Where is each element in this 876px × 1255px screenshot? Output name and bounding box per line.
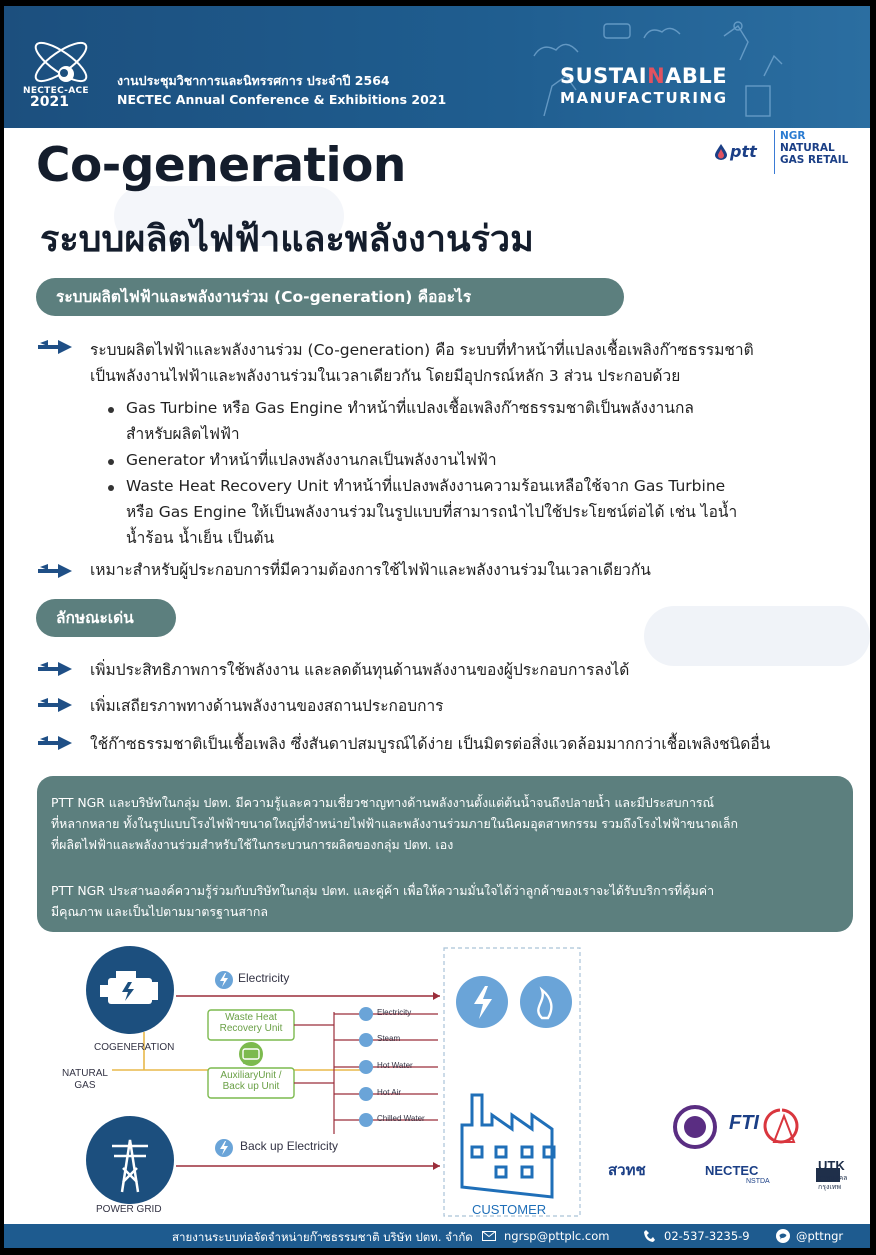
nstda-logo-text: สวทช <box>608 1162 646 1179</box>
utk-logo-text: UTK <box>818 1158 845 1173</box>
sub-bullet-line: น้ำร้อน น้ำเย็น เป็นต้น <box>126 529 275 547</box>
list-dot <box>108 485 114 491</box>
arrow-bullet-icon <box>38 736 72 750</box>
waste-heat-line: Waste Heat <box>225 1012 277 1023</box>
theme-subtitle: MANUFACTURING <box>560 89 728 107</box>
ptt-flame-icon <box>715 144 727 160</box>
sub-bullet-line: สำหรับผลิตไฟฟ้า <box>126 425 240 443</box>
conference-title-en: NECTEC Annual Conference & Exhibitions 2021 <box>117 92 447 107</box>
theme-title-a: SUSTAI <box>560 64 648 88</box>
heat-circle-icon <box>520 976 572 1028</box>
output-hot-air-label: Hot Air <box>377 1088 402 1097</box>
info-line: มีคุณภาพ และเป็นไปตามมาตรฐานสากล <box>51 904 268 919</box>
footer-bar <box>4 1224 870 1248</box>
info-line: PTT NGR และบริษัทในกลุ่ม ปตท. มีความรู้และความเชี่ยวชาญทางด้านพลังงานตั้งแต่ต้นน้ำจนถึงปลายน้ำ และมีประสบการณ์ <box>51 795 715 810</box>
footer-line-id[interactable]: @pttngr <box>796 1229 844 1243</box>
footer-email[interactable]: ngrsp@pttplc.com <box>504 1229 610 1243</box>
section-heading-highlights: ลักษณะเด่น <box>36 599 176 637</box>
conference-title-th: งานประชุมวิชาการและนิทรรศการ ประจำปี 2564 <box>117 73 390 88</box>
sub-bullet-text <box>126 473 737 551</box>
arrow-bullet-icon <box>38 662 72 676</box>
customer-label: CUSTOMER <box>472 1202 547 1217</box>
theme-title-b: ABLE <box>665 64 728 88</box>
output-chilled-water-label: Chilled Water <box>377 1114 425 1123</box>
waste-heat-line: Recovery Unit <box>219 1023 283 1034</box>
logo-divider <box>774 130 775 174</box>
nectec-atom-logo-icon <box>26 32 96 92</box>
sub-bullet-line: Waste Heat Recovery Unit ทำหน้าที่แปลงพลังงานความร้อนเหลือใช้จาก Gas Turbine <box>126 477 726 495</box>
ngr-line-1: NGR <box>780 130 806 142</box>
info-line: ที่หลากหลาย ทั้งในรูปแบบโรงไฟฟ้าขนาดใหญ่ที่จำหน่ายไฟฟ้าและพลังงานร่วมภายในนิคมอุตสาหกรรม รวมถึงโรงไฟฟ้าขนาดเล็ก <box>51 816 739 831</box>
footer-org: สายงานระบบท่อจัดจำหน่ายก๊าซธรรมชาติ บริษัท ปตท. จำกัด <box>172 1230 473 1244</box>
auxiliary-label <box>208 1070 294 1092</box>
info-line: ที่ผลิตไฟฟ้าและพลังงานร่วมสำหรับใช้ในกระบวนการผลิตของกลุ่ม ปตท. เอง <box>51 837 454 852</box>
power-grid-circle <box>86 1116 174 1204</box>
bullet-text: ใช้ก๊าซธรรมชาติเป็นเชื้อเพลิง ซึ่งสันดาปสมบูรณ์ได้ง่าย เป็นมิตรต่อสิ่งแวดล้อมมากกว่าเชื้อเพลิงชนิดอื่น <box>90 735 771 753</box>
electricity-label: Electricity <box>238 971 290 985</box>
list-dot <box>108 459 114 465</box>
theme-title-highlight: N <box>647 64 666 88</box>
output-electricity-label: Electricity <box>377 1008 412 1017</box>
ptt-logo-text: ptt <box>730 142 757 161</box>
fti-logo-text: FTI <box>729 1112 759 1134</box>
sub-bullet-text <box>126 447 497 473</box>
output-hot-water-label: Hot Water <box>377 1061 413 1070</box>
section-heading-what-is: ระบบผลิตไฟฟ้าและพลังงานร่วม (Co-generation) คืออะไร <box>36 278 624 316</box>
waste-heat-label <box>208 1012 294 1034</box>
nectec-logo-text: NECTEC <box>705 1163 759 1178</box>
natural-gas-line: NATURAL <box>62 1068 108 1079</box>
bullet-line: เป็นพลังงานไฟฟ้าและพลังงานร่วมในเวลาเดียวกัน โดยมีอุปกรณ์หลัก 3 ส่วน ประกอบด้วย <box>90 367 681 385</box>
utk-line: ราชมงคล <box>818 1175 848 1182</box>
utk-subtitle <box>818 1174 847 1192</box>
cloud-decoration <box>644 606 870 666</box>
info-paragraph-1 <box>51 792 738 855</box>
email-icon <box>482 1231 496 1241</box>
header-band <box>4 6 870 128</box>
cogeneration-label: COGENERATION <box>94 1042 175 1053</box>
nstda-small-text: NSTDA <box>746 1178 770 1185</box>
arrow-bullet-icon <box>38 698 72 712</box>
line-app-icon <box>776 1229 790 1243</box>
page-subtitle: ระบบผลิตไฟฟ้าและพลังงานร่วม <box>40 219 534 260</box>
auxiliary-line: AuxiliaryUnit / <box>220 1070 282 1081</box>
cogeneration-diagram <box>4 942 870 1222</box>
natural-gas-label <box>62 1068 108 1092</box>
page-title: Co-generation <box>36 138 406 193</box>
footer-phone[interactable]: 02-537-3235-9 <box>664 1229 750 1243</box>
ngr-line-3: GAS RETAIL <box>780 154 849 166</box>
arrow-bullet-icon <box>38 564 72 578</box>
backup-electricity-label: Back up Electricity <box>240 1139 339 1153</box>
bullet-text: เหมาะสำหรับผู้ประกอบการที่มีความต้องการใช้ไฟฟ้าและพลังงานร่วมในเวลาเดียวกัน <box>90 561 651 579</box>
sub-bullet-line: หรือ Gas Engine ให้เป็นพลังงานร่วมในรูปแบบที่สามารถนำไปใช้ประโยชน์ต่อได้ เช่น ไอน้ำ <box>126 503 738 521</box>
phone-icon <box>644 1230 655 1242</box>
ngr-logo <box>780 130 848 166</box>
theme-title <box>560 64 727 88</box>
arrow-bullet-icon <box>38 340 72 354</box>
info-paragraph-2 <box>51 880 714 922</box>
factory-icon <box>462 1095 554 1197</box>
sub-bullet-line: Generator ทำหน้าที่แปลงพลังงานกลเป็นพลังงานไฟฟ้า <box>126 451 497 469</box>
auxiliary-line: Back up Unit <box>222 1081 280 1092</box>
info-line: PTT NGR ประสานองค์ความรู้ร่วมกับบริษัทในกลุ่ม ปตท. และคู่ค้า เพื่อให้ความมั่นใจได้ว่าลูกค้าของเราจะได้รับบริการที่คุ้มค่า <box>51 883 715 898</box>
sub-bullet-line: Gas Turbine หรือ Gas Engine ทำหน้าที่แปลงเชื้อเพลิงก๊าซธรรมชาติเป็นพลังงานกล <box>126 399 694 417</box>
bullet-text: เพิ่มประสิทธิภาพการใช้พลังงาน และลดต้นทุนด้านพลังงานของผู้ประกอบการลงได้ <box>90 661 630 679</box>
bullet-line: ระบบผลิตไฟฟ้าและพลังงานร่วม (Co-generation) คือ ระบบที่ทำหน้าที่แปลงเชื้อเพลิงก๊าซธรรมชาติ <box>90 341 754 359</box>
sub-bullet-text <box>126 395 694 447</box>
utk-line: กรุงเทพ <box>818 1184 842 1191</box>
list-dot <box>108 407 114 413</box>
power-grid-label: POWER GRID <box>96 1204 162 1215</box>
ngr-line-2: NATURAL <box>780 142 835 154</box>
poster <box>4 6 870 1248</box>
logo-year: 2021 <box>30 94 69 110</box>
logo-name: NECTEC-ACE <box>23 86 89 96</box>
natural-gas-line: GAS <box>74 1080 96 1091</box>
info-box <box>37 776 853 932</box>
bullet-text: เพิ่มเสถียรภาพทางด้านพลังงานของสถานประกอบการ <box>90 697 444 715</box>
bullet-text <box>90 337 754 389</box>
output-steam-label: Steam <box>377 1034 401 1043</box>
